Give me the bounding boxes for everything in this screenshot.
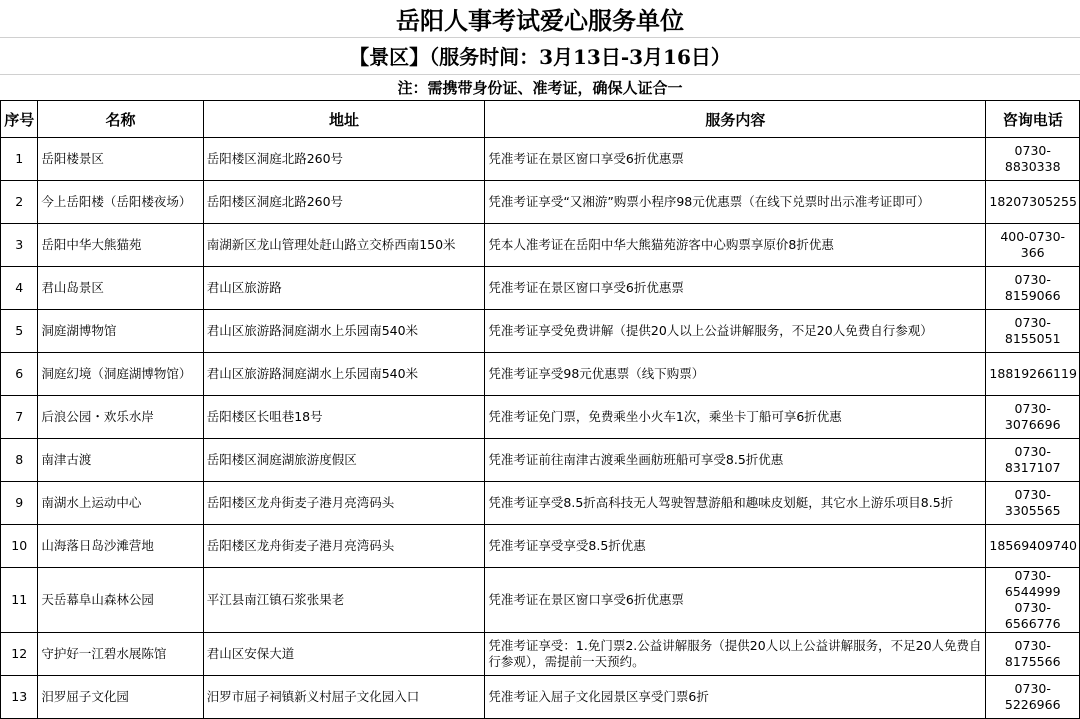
page-title: 岳阳人事考试爱心服务单位 (0, 0, 1080, 38)
phone-number: 0730-6544999 (1004, 568, 1061, 599)
row-phone (986, 396, 1080, 439)
table-row (1, 353, 1080, 396)
page-subtitle: 【景区】（服务时间：3月13日-3月16日） (0, 37, 1080, 75)
row-phone (986, 633, 1080, 676)
row-address: 岳阳楼区龙舟街麦子港月亮湾码头 (203, 525, 485, 568)
phone-number: 0730-8317107 (1004, 444, 1061, 475)
row-phone (986, 224, 1080, 267)
row-name: 守护好一江碧水展陈馆 (38, 633, 203, 676)
row-address: 君山区旅游路洞庭湖水上乐园南540米 (203, 310, 485, 353)
row-index: 9 (1, 482, 38, 525)
row-name: 今上岳阳楼（岳阳楼夜场） (38, 181, 203, 224)
row-index: 13 (1, 676, 38, 719)
table-row (1, 439, 1080, 482)
row-index: 1 (1, 138, 38, 181)
row-name: 岳阳中华大熊猫苑 (38, 224, 203, 267)
row-index: 3 (1, 224, 38, 267)
table-row (1, 633, 1080, 676)
row-service: 凭准考证享受“又湘游”购票小程序98元优惠票（在线下兑票时出示准考证即可） (485, 181, 986, 224)
row-name: 洞庭幻境（洞庭湖博物馆） (38, 353, 203, 396)
row-index: 11 (1, 568, 38, 633)
row-phone (986, 267, 1080, 310)
row-service: 凭准考证在景区窗口享受6折优惠票 (485, 138, 986, 181)
row-address: 岳阳楼区洞庭北路260号 (203, 138, 485, 181)
row-name: 山海落日岛沙滩营地 (38, 525, 203, 568)
row-service: 凭准考证在景区窗口享受6折优惠票 (485, 267, 986, 310)
row-address: 君山区旅游路洞庭湖水上乐园南540米 (203, 353, 485, 396)
header-index: 序号 (1, 101, 38, 138)
row-phone (986, 353, 1080, 396)
row-index: 10 (1, 525, 38, 568)
row-index: 4 (1, 267, 38, 310)
row-service: 凭准考证前往南津古渡乘坐画舫班船可享受8.5折优惠 (485, 439, 986, 482)
row-index: 5 (1, 310, 38, 353)
row-service: 凭准考证免门票，免费乘坐小火车1次，乘坐卡丁船可享6折优惠 (485, 396, 986, 439)
table-row (1, 525, 1080, 568)
row-index: 6 (1, 353, 38, 396)
table-row (1, 181, 1080, 224)
row-address: 汨罗市屈子祠镇新义村屈子文化园入口 (203, 676, 485, 719)
phone-number: 18207305255 (989, 194, 1077, 209)
service-table (0, 100, 1080, 719)
row-service: 凭准考证享受98元优惠票（线下购票） (485, 353, 986, 396)
row-address: 岳阳楼区长咀巷18号 (203, 396, 485, 439)
table-row (1, 676, 1080, 719)
phone-number: 0730-5226966 (1004, 681, 1061, 712)
row-address: 南湖新区龙山管理处赶山路立交桥西南150米 (203, 224, 485, 267)
phone-number: 400-0730-366 (1000, 229, 1066, 260)
row-service: 凭准考证享受享受8.5折优惠 (485, 525, 986, 568)
phone-number: 0730-8830338 (1004, 143, 1061, 174)
row-phone (986, 568, 1080, 633)
row-service: 凭准考证享受：1.免门票2.公益讲解服务（提供20人以上公益讲解服务，不足20人免费自行参观），需提前一天预约。 (485, 633, 986, 676)
row-index: 12 (1, 633, 38, 676)
row-index: 8 (1, 439, 38, 482)
row-phone (986, 482, 1080, 525)
row-index: 7 (1, 396, 38, 439)
row-address: 岳阳楼区洞庭北路260号 (203, 181, 485, 224)
row-service: 凭准考证在景区窗口享受6折优惠票 (485, 568, 986, 633)
table-row (1, 482, 1080, 525)
row-service: 凭本人准考证在岳阳中华大熊猫苑游客中心购票享原价8折优惠 (485, 224, 986, 267)
table-header-row (1, 101, 1080, 138)
row-service: 凭准考证享受免费讲解（提供20人以上公益讲解服务，不足20人免费自行参观） (485, 310, 986, 353)
row-name: 南湖水上运动中心 (38, 482, 203, 525)
table-body (1, 138, 1080, 719)
table-row (1, 138, 1080, 181)
header-name: 名称 (38, 101, 203, 138)
table-row (1, 310, 1080, 353)
row-name: 岳阳楼景区 (38, 138, 203, 181)
row-service: 凭准考证入屈子文化园景区享受门票6折 (485, 676, 986, 719)
row-phone (986, 676, 1080, 719)
row-name: 后浪公园・欢乐水岸 (38, 396, 203, 439)
page-note: 注：需携带身份证、准考证，确保人证合一 (397, 78, 683, 97)
row-name: 君山岛景区 (38, 267, 203, 310)
row-address: 君山区安保大道 (203, 633, 485, 676)
row-phone (986, 310, 1080, 353)
row-address: 岳阳楼区龙舟街麦子港月亮湾码头 (203, 482, 485, 525)
table-row (1, 396, 1080, 439)
phone-number: 0730-3305565 (1004, 487, 1061, 518)
phone-number: 18819266119 (989, 366, 1077, 381)
header-address: 地址 (203, 101, 485, 138)
row-name: 汨罗屈子文化园 (38, 676, 203, 719)
row-address: 平江县南江镇石浆张果老 (203, 568, 485, 633)
phone-number: 0730-8155051 (1004, 315, 1061, 346)
row-index: 2 (1, 181, 38, 224)
row-phone (986, 525, 1080, 568)
phone-number: 0730-8159066 (1004, 272, 1061, 303)
header-service: 服务内容 (485, 101, 986, 138)
row-address: 岳阳楼区洞庭湖旅游度假区 (203, 439, 485, 482)
phone-number: 0730-6566776 (1004, 600, 1061, 631)
phone-number: 0730-8175566 (1004, 638, 1061, 669)
row-name: 洞庭湖博物馆 (38, 310, 203, 353)
row-phone (986, 439, 1080, 482)
row-phone (986, 181, 1080, 224)
row-service: 凭准考证享受8.5折高科技无人驾驶智慧游船和趣味皮划艇，其它水上游乐项目8.5折 (485, 482, 986, 525)
table-row (1, 267, 1080, 310)
header-phone: 咨询电话 (986, 101, 1080, 138)
table-row (1, 224, 1080, 267)
table-row (1, 568, 1080, 633)
row-name: 南津古渡 (38, 439, 203, 482)
phone-number: 0730-3076696 (1004, 401, 1061, 432)
phone-number: 18569409740 (989, 538, 1077, 553)
row-phone (986, 138, 1080, 181)
row-address: 君山区旅游路 (203, 267, 485, 310)
row-name: 天岳幕阜山森林公园 (38, 568, 203, 633)
